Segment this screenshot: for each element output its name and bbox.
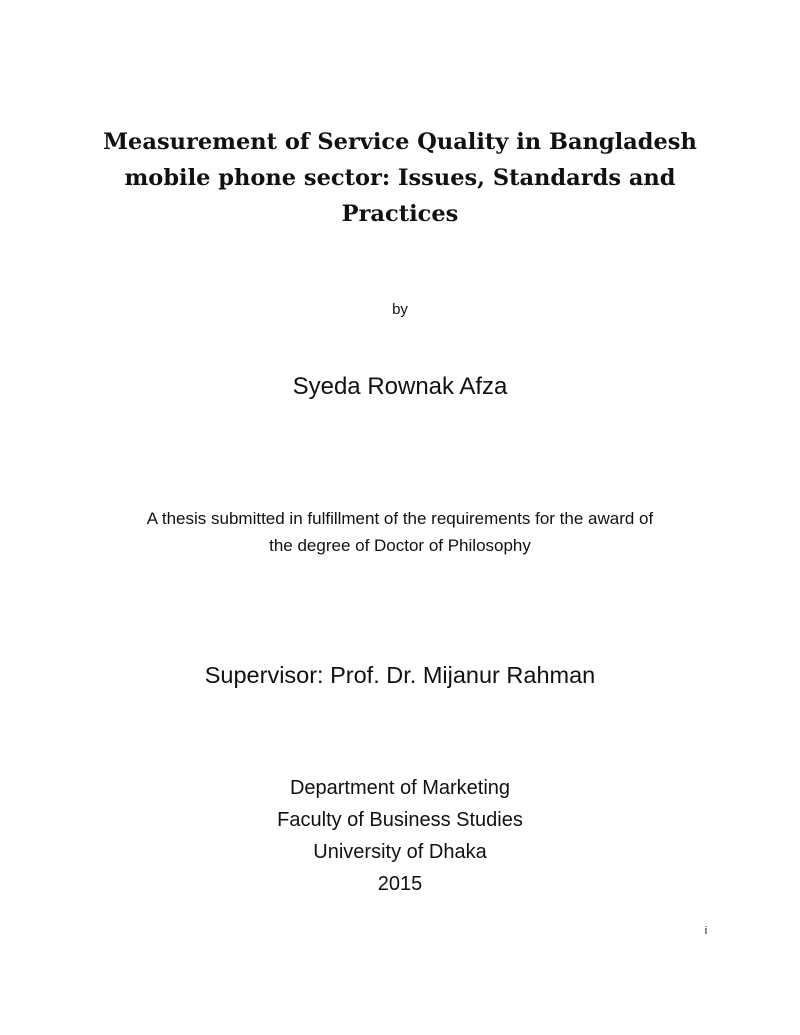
thesis-statement-line-1: A thesis submitted in fulfillment of the requirements for the award of [146,509,654,528]
university-name: University of Dhaka [313,841,487,863]
thesis-statement [0,505,800,559]
thesis-title [100,124,700,232]
supervisor-name: Supervisor: Prof. Dr. Mijanur Rahman [204,662,596,688]
page-number: i [704,925,708,937]
thesis-title-line-3: Practices [341,201,459,227]
thesis-title-line-2: mobile phone sector: Issues, Standards and [124,165,676,191]
submission-year: 2015 [377,873,423,895]
byline: by [392,301,408,318]
affiliation-block [0,772,800,900]
thesis-statement-line-2: the degree of Doctor of Philosophy [269,536,531,555]
thesis-title-line-1: Measurement of Service Quality in Bangladesh [103,129,697,155]
faculty-name: Faculty of Business Studies [277,809,523,831]
department-name: Department of Marketing [289,777,511,799]
author-name: Syeda Rownak Afza [292,373,508,400]
